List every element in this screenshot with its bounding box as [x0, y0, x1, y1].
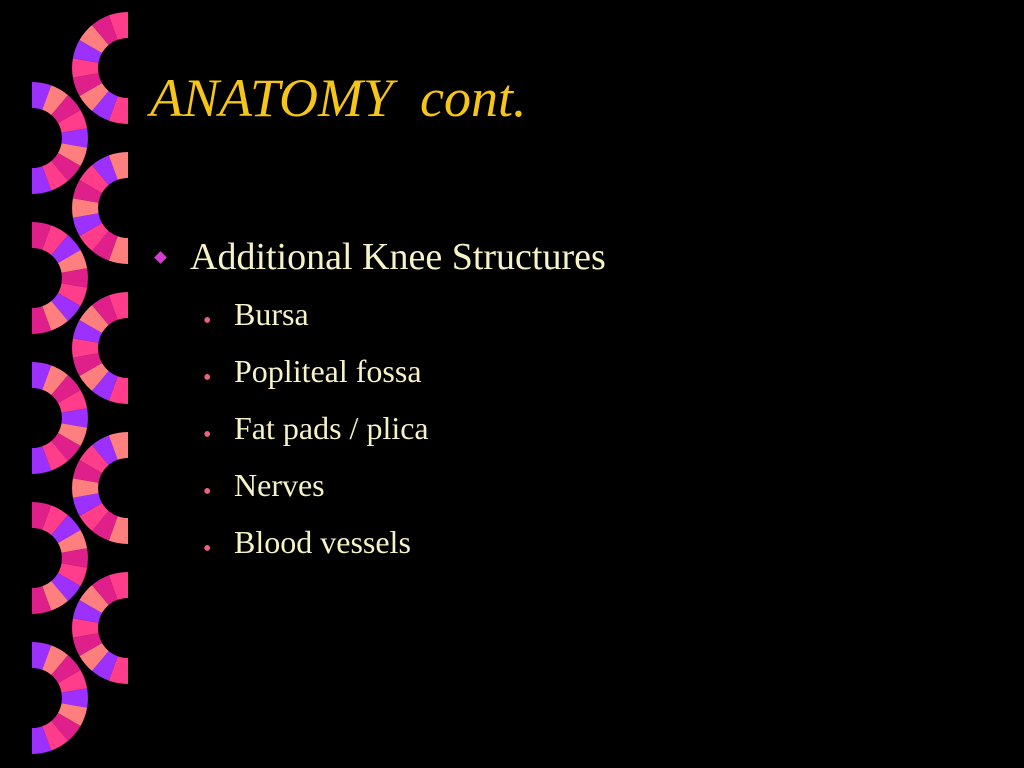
- sub-bullet-text: Fat pads / plica: [234, 410, 429, 446]
- fan-segment-group: [32, 362, 88, 474]
- fan-segment-group: [72, 152, 128, 264]
- sub-bullet-item: [150, 520, 990, 577]
- bullet-item: [150, 232, 990, 286]
- fan-segment-group: [32, 82, 88, 194]
- dot-bullet-icon: •: [203, 536, 212, 562]
- fan-segment-group: [72, 12, 128, 124]
- sub-bullet-list: [150, 292, 990, 577]
- slide-content: [150, 232, 990, 571]
- fan-segment-group: [32, 642, 88, 754]
- sub-bullet-text: Bursa: [234, 296, 309, 332]
- dot-bullet-icon: •: [203, 479, 212, 505]
- fan-segment-group: [72, 432, 128, 544]
- sub-bullet-item: [150, 406, 990, 463]
- fan-segment-group: [72, 572, 128, 684]
- sub-bullet-item: [150, 463, 990, 520]
- diamond-bullet-icon: [154, 251, 167, 264]
- sub-bullet-text: Blood vessels: [234, 524, 411, 560]
- fan-segment-group: [72, 292, 128, 404]
- sub-bullet-item: [150, 292, 990, 349]
- sub-bullet-item: [150, 349, 990, 406]
- fan-wave-border: [0, 0, 140, 768]
- dot-bullet-icon: •: [203, 365, 212, 391]
- dot-bullet-icon: •: [203, 422, 212, 448]
- sub-bullet-text: Nerves: [234, 467, 325, 503]
- slide-title: ANATOMY cont.: [150, 68, 527, 128]
- sub-bullet-text: Popliteal fossa: [234, 353, 422, 389]
- bullet-text: Additional Knee Structures: [190, 236, 606, 278]
- fan-segment-group: [32, 222, 88, 334]
- dot-bullet-icon: •: [203, 308, 212, 334]
- fan-segment-group: [32, 502, 88, 614]
